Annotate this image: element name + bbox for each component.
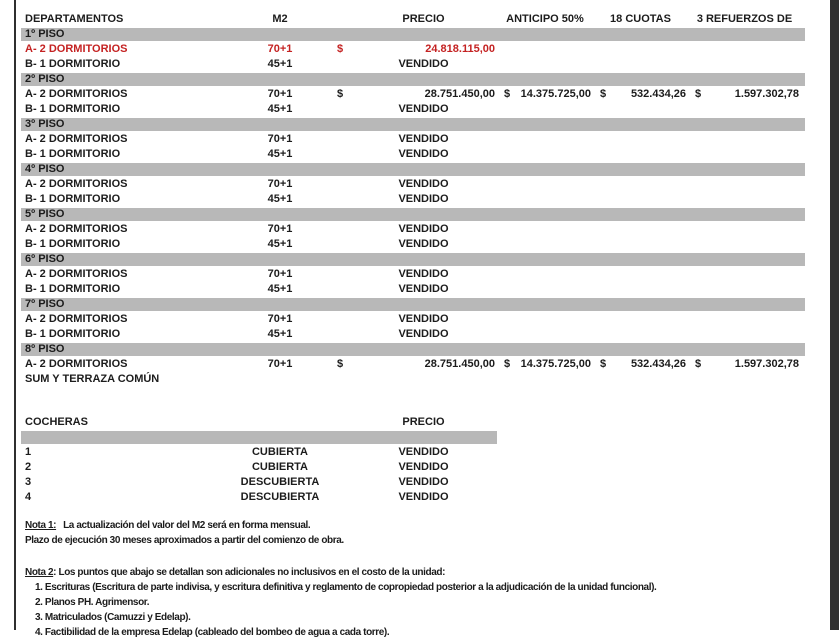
empty-cell — [320, 147, 350, 162]
sold-status: VENDIDO — [398, 148, 449, 160]
unit-name: B- 1 DORMITORIO — [25, 328, 121, 340]
unit-name: B- 1 DORMITORIO — [25, 148, 121, 160]
unit-row — [21, 237, 811, 252]
unit-name: B- 1 DORMITORIO — [25, 103, 121, 115]
empty-cell — [320, 372, 350, 387]
cochera-number: 4 — [25, 491, 32, 503]
nota1-line2: Plazo de ejecución 30 meses aproximados a partir del comienzo de obra. — [25, 535, 344, 546]
cocheras-header-row — [21, 415, 811, 430]
sold-status: VENDIDO — [398, 223, 449, 235]
column-header-cuotas: 18 CUOTAS — [610, 13, 671, 25]
cochera-type: DESCUBIERTA — [240, 476, 320, 488]
floor-label: 4º PISO — [25, 163, 65, 175]
cochera-number: 3 — [25, 476, 32, 488]
empty-cell — [320, 132, 350, 147]
sold-status: VENDIDO — [398, 58, 449, 70]
unit-anticipo: 14.375.725,00 — [520, 358, 591, 370]
unit-m2: 70+1 — [267, 223, 293, 235]
unit-refuerzos: 1.597.302,78 — [734, 358, 799, 370]
unit-m2: 70+1 — [267, 313, 293, 325]
floor-band — [21, 298, 805, 311]
empty-cell — [320, 267, 350, 282]
column-header-departamentos: DEPARTAMENTOS — [25, 13, 124, 25]
unit-m2: 45+1 — [267, 148, 293, 160]
empty-cell — [320, 312, 350, 327]
unit-name: B- 1 DORMITORIO — [25, 58, 121, 70]
column-header-m2: M2 — [272, 13, 288, 25]
currency-symbol: $ — [337, 43, 344, 55]
unit-m2: 45+1 — [267, 103, 293, 115]
currency-symbol: $ — [599, 358, 607, 370]
unit-name: A- 2 DORMITORIOS — [25, 133, 128, 145]
sold-status: VENDIDO — [398, 103, 449, 115]
unit-anticipo: 14.375.725,00 — [520, 88, 591, 100]
unit-row — [21, 177, 811, 192]
nota1-label: Nota 1: — [25, 520, 57, 531]
unit-name: A- 2 DORMITORIOS — [25, 88, 128, 100]
unit-row — [21, 222, 811, 237]
unit-cuotas: 532.434,26 — [630, 358, 686, 370]
unit-row — [21, 312, 811, 327]
unit-row — [21, 147, 811, 162]
currency-symbol: $ — [694, 358, 702, 370]
unit-cuotas: 532.434,26 — [630, 88, 686, 100]
empty-cell — [320, 327, 350, 342]
notes-gap — [21, 548, 811, 565]
floor-label: 1º PISO — [25, 28, 65, 40]
sold-status: VENDIDO — [398, 193, 449, 205]
cochera-status: VENDIDO — [398, 491, 449, 503]
currency-symbol: $ — [503, 358, 511, 370]
floor-band — [21, 118, 805, 131]
currency-symbol: $ — [503, 88, 511, 100]
empty-cell — [320, 102, 350, 117]
nota1-line — [21, 518, 811, 533]
sold-status: VENDIDO — [398, 133, 449, 145]
floor-label: 7º PISO — [25, 298, 65, 310]
currency-symbol: $ — [337, 358, 344, 370]
page-left-border — [14, 0, 16, 630]
empty-cell — [320, 490, 350, 505]
spacer-cell — [320, 415, 350, 430]
spacer-cell — [320, 12, 350, 27]
floor-band — [21, 163, 805, 176]
cocheras-title: COCHERAS — [25, 416, 88, 428]
cochera-row — [21, 490, 811, 505]
unit-name: B- 1 DORMITORIO — [25, 238, 121, 250]
unit-name: B- 1 DORMITORIO — [25, 283, 121, 295]
nota2-item: 2. Planos PH. Agrimensor. — [35, 597, 150, 608]
unit-m2: 45+1 — [267, 238, 293, 250]
unit-m2: 70+1 — [267, 133, 293, 145]
unit-row — [21, 57, 811, 72]
unit-name: A- 2 DORMITORIOS — [25, 358, 128, 370]
floor-band — [21, 208, 805, 221]
nota1-text: La actualización del valor del M2 será en forma mensual. — [63, 520, 311, 531]
unit-row — [21, 267, 811, 282]
unit-m2 — [240, 372, 320, 387]
cochera-row — [21, 475, 811, 490]
sold-status: VENDIDO — [398, 313, 449, 325]
page-right-border — [830, 0, 839, 630]
floor-label: 8º PISO — [25, 343, 65, 355]
unit-m2: 70+1 — [267, 178, 293, 190]
floors-table-body — [21, 28, 811, 387]
nota2-text: : Los puntos que abajo se detallan son adicionales no inclusivos en el costo de la unidad: — [53, 567, 446, 578]
unit-row — [21, 102, 811, 117]
unit-row — [21, 357, 811, 372]
unit-row — [21, 192, 811, 207]
unit-name: A- 2 DORMITORIOS — [25, 43, 128, 55]
unit-m2: 70+1 — [267, 88, 293, 100]
cochera-row — [21, 460, 811, 475]
nota2-item: 3. Matriculados (Camuzzi y Edelap). — [35, 612, 191, 623]
unit-name: A- 2 DORMITORIOS — [25, 313, 128, 325]
empty-cell — [320, 460, 350, 475]
nota2-items — [21, 580, 811, 640]
floor-label: 3º PISO — [25, 118, 65, 130]
cochera-status: VENDIDO — [398, 476, 449, 488]
unit-m2: 70+1 — [267, 43, 293, 55]
nota2-item: 4. Factibilidad de la empresa Edelap (cableado del bombeo de agua a cada torre). — [35, 627, 390, 638]
empty-cell — [320, 222, 350, 237]
cocheras-precio-header: PRECIO — [402, 416, 445, 428]
column-header-precio: PRECIO — [402, 13, 445, 25]
table-header-row — [21, 12, 811, 27]
currency-symbol: $ — [337, 88, 344, 100]
unit-name: A- 2 DORMITORIOS — [25, 178, 128, 190]
unit-m2: 45+1 — [267, 283, 293, 295]
sold-status: VENDIDO — [398, 178, 449, 190]
floor-band — [21, 28, 805, 41]
floor-band — [21, 253, 805, 266]
floor-label: 2º PISO — [25, 73, 65, 85]
unit-refuerzos: 1.597.302,78 — [734, 88, 799, 100]
floor-band — [21, 343, 805, 356]
empty-cell — [320, 177, 350, 192]
floor-label: 5º PISO — [25, 208, 65, 220]
notes-section — [21, 518, 811, 640]
floor-label: 6º PISO — [25, 253, 65, 265]
unit-row — [21, 42, 811, 57]
unit-row — [21, 372, 811, 387]
unit-name: SUM Y TERRAZA COMÚN — [25, 373, 160, 385]
unit-row — [21, 282, 811, 297]
currency-symbol: $ — [599, 88, 607, 100]
floor-band — [21, 73, 805, 86]
sold-status: VENDIDO — [398, 283, 449, 295]
empty-cell — [320, 282, 350, 297]
unit-price: 28.751.450,00 — [424, 88, 495, 100]
spacer-cell — [240, 415, 320, 430]
cochera-status: VENDIDO — [398, 461, 449, 473]
cocheras-table-body — [21, 445, 811, 505]
cochera-status: VENDIDO — [398, 446, 449, 458]
empty-cell — [320, 57, 350, 72]
unit-m2: 45+1 — [267, 193, 293, 205]
unit-m2: 45+1 — [267, 58, 293, 70]
nota2-item: 1. Escrituras (Escritura de parte indivisa, y escritura definitiva y reglamento de copropiedad posterior a la adjudicación de la unidad funcional). — [35, 582, 657, 593]
empty-cell — [350, 372, 497, 387]
unit-m2: 70+1 — [267, 268, 293, 280]
cochera-number: 1 — [25, 446, 32, 458]
empty-cell — [320, 445, 350, 460]
unit-row — [21, 132, 811, 147]
cochera-row — [21, 445, 811, 460]
cochera-type: DESCUBIERTA — [240, 491, 320, 503]
unit-price: 28.751.450,00 — [424, 358, 495, 370]
sold-status: VENDIDO — [398, 328, 449, 340]
cochera-type: CUBIERTA — [251, 446, 308, 458]
unit-m2: 70+1 — [267, 358, 293, 370]
column-header-anticipo: ANTICIPO 50% — [506, 13, 584, 25]
unit-name: A- 2 DORMITORIOS — [25, 268, 128, 280]
price-list — [21, 12, 811, 640]
cochera-type: CUBIERTA — [251, 461, 308, 473]
nota2-line — [21, 565, 811, 580]
empty-cell — [320, 192, 350, 207]
empty-cell — [320, 475, 350, 490]
sold-status: VENDIDO — [398, 238, 449, 250]
unit-price: 24.818.115,00 — [425, 43, 495, 55]
nota2-label: Nota 2 — [25, 567, 54, 578]
empty-cell — [320, 237, 350, 252]
unit-name: A- 2 DORMITORIOS — [25, 223, 128, 235]
cocheras-band — [21, 431, 497, 444]
cochera-number: 2 — [25, 461, 32, 473]
unit-m2: 45+1 — [267, 328, 293, 340]
unit-row — [21, 327, 811, 342]
sold-status: VENDIDO — [398, 268, 449, 280]
unit-name: B- 1 DORMITORIO — [25, 193, 121, 205]
currency-symbol: $ — [694, 88, 702, 100]
unit-row — [21, 87, 811, 102]
column-header-refuerzos: 3 REFUERZOS DE — [696, 13, 793, 25]
cocheras-section — [21, 415, 811, 505]
